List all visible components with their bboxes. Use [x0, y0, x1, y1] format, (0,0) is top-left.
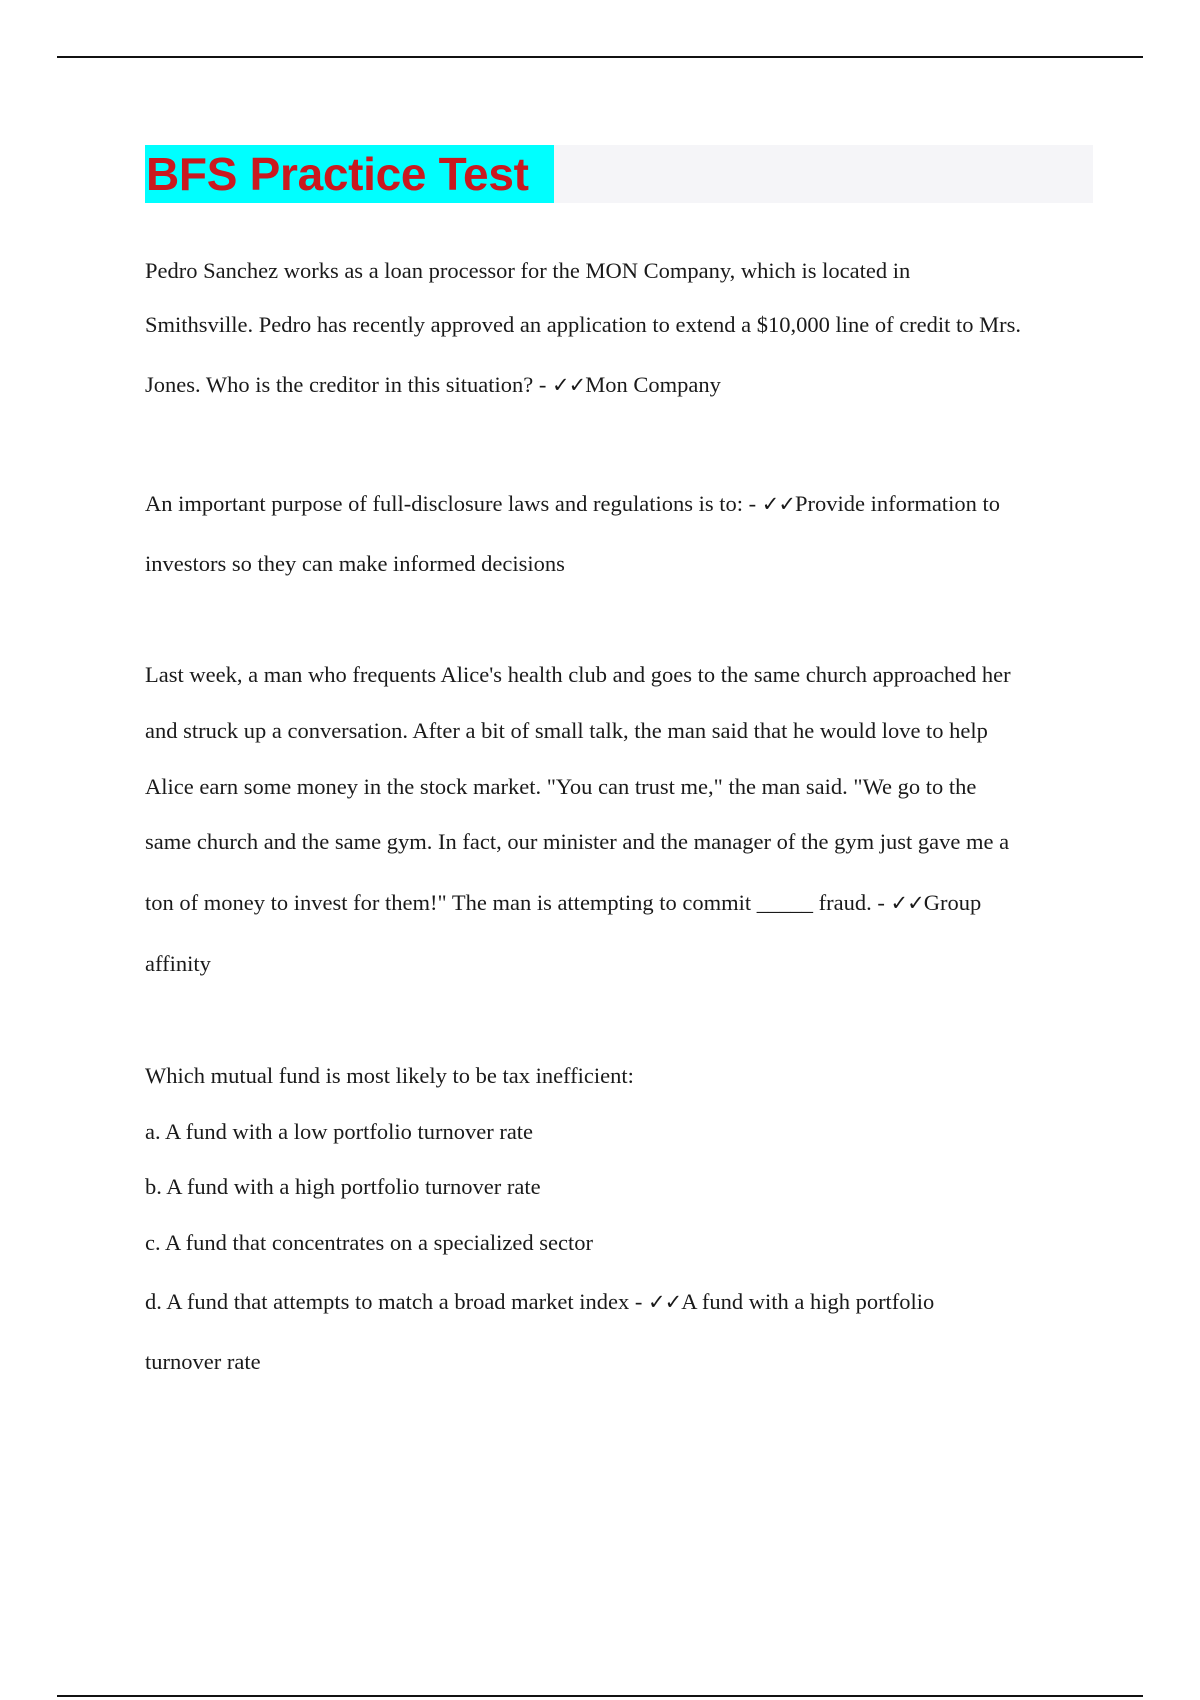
question-3-answer-line-1: Group	[923, 890, 982, 915]
question-3-line-1: Last week, a man who frequents Alice's health club and goes to the same church approached her	[145, 662, 1011, 687]
check-mark-icon: ✓✓	[552, 373, 586, 397]
bottom-rule	[57, 1695, 1143, 1697]
title-bar	[145, 145, 1093, 203]
question-2-answer-line-2: investors so they can make informed decisions	[145, 551, 565, 576]
question-1-answer: Mon Company	[585, 372, 721, 397]
question-2-answer-line-1: Provide information to	[794, 491, 1000, 516]
question-4-option-b: b. A fund with a high portfolio turnover rate	[145, 1174, 541, 1199]
question-3-line-2: and struck up a conversation. After a bit of small talk, the man said that he would love to help	[145, 718, 988, 743]
question-3-line-3: Alice earn some money in the stock market. "You can trust me," the man said. "We go to the	[145, 774, 977, 799]
check-mark-icon: ✓✓	[890, 891, 924, 915]
question-4-option-c: c. A fund that concentrates on a specialized sector	[145, 1230, 593, 1255]
check-mark-icon: ✓✓	[648, 1290, 682, 1314]
question-4-option-d-text: d. A fund that attempts to match a broad market index -	[145, 1289, 648, 1314]
question-3-answer-line-2: affinity	[145, 951, 211, 976]
page-title: BFS Practice Test	[146, 148, 529, 200]
question-3-line-5	[145, 888, 981, 918]
check-mark-icon: ✓✓	[761, 492, 795, 516]
question-1-line-1: Pedro Sanchez works as a loan processor for the MON Company, which is located in	[145, 258, 911, 283]
question-2-line-1	[145, 489, 1000, 519]
question-2-line-1-text: An important purpose of full-disclosure laws and regulations is to: -	[145, 491, 762, 516]
question-4-line-1: Which mutual fund is most likely to be tax inefficient:	[145, 1063, 634, 1088]
question-4-option-d	[145, 1287, 934, 1317]
question-1-line-2: Smithsville. Pedro has recently approved an application to extend a $10,000 line of credit to Mrs.	[145, 312, 1022, 337]
question-1-line-3-text: Jones. Who is the creditor in this situation? -	[145, 372, 553, 397]
top-rule	[57, 56, 1143, 58]
question-1-line-3	[145, 370, 721, 400]
question-3-line-4: same church and the same gym. In fact, our minister and the manager of the gym just gave me a	[145, 829, 1010, 854]
question-4-answer-line-2: turnover rate	[145, 1349, 261, 1374]
question-3-line-5-text: ton of money to invest for them!" The man is attempting to commit _____ fraud. -	[145, 890, 891, 915]
question-4-answer-line-1: A fund with a high portfolio	[681, 1289, 935, 1314]
question-4-option-a: a. A fund with a low portfolio turnover rate	[145, 1119, 534, 1144]
